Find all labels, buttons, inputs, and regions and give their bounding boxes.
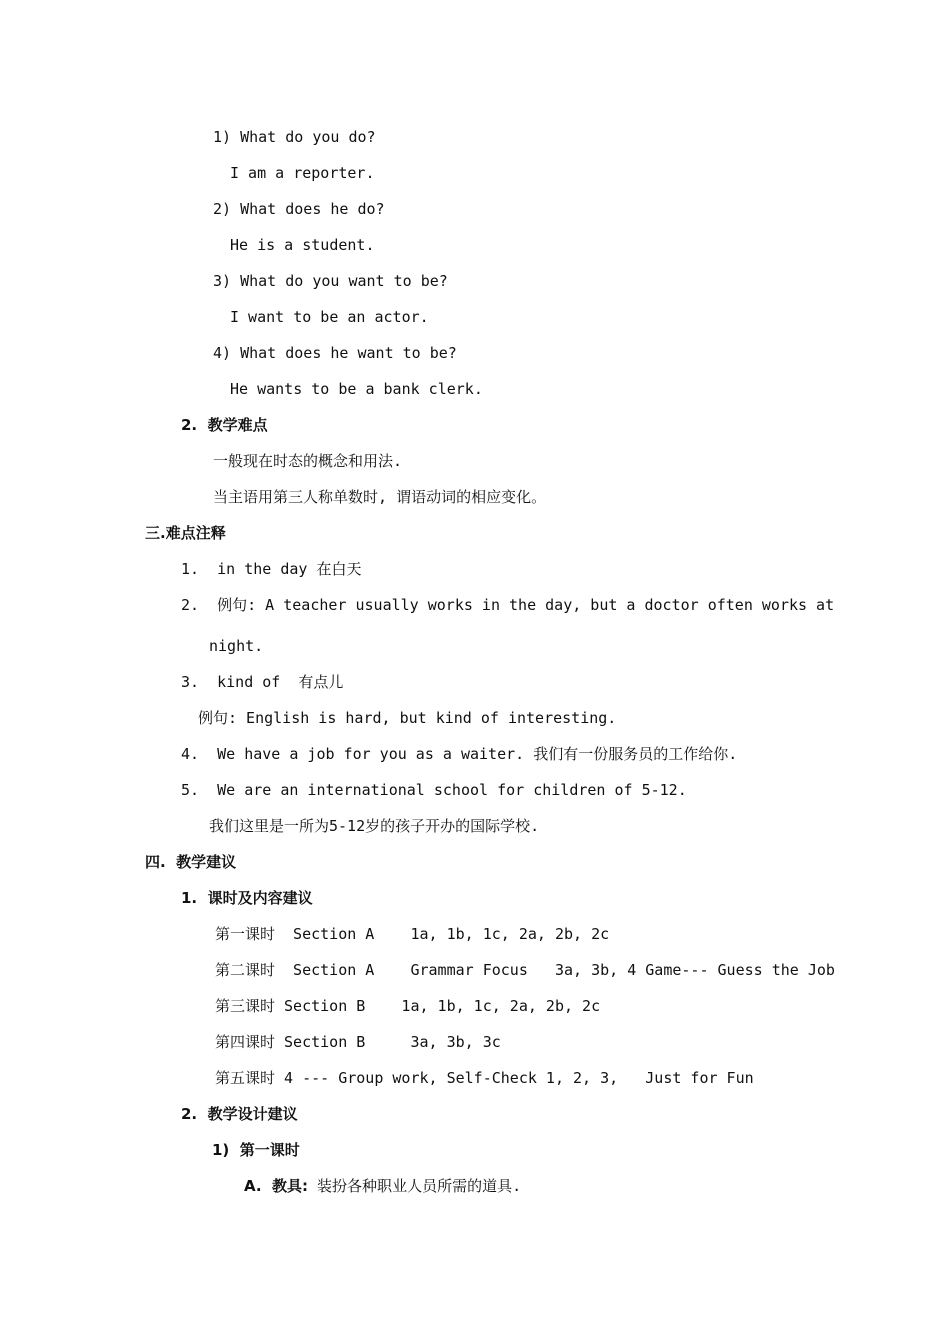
note-item-2-cont: night. (209, 637, 264, 655)
note-item-4: 4. We have a job for you as a waiter. 我们有一份服务员的工作给你. (181, 745, 738, 763)
note-item-3-example: 例句: English is hard, but kind of interesting. (198, 709, 617, 727)
design-heading: 2. 教学设计建议 (181, 1105, 298, 1123)
answer-1: I am a reporter. (230, 164, 375, 182)
difficulty-line-2: 当主语用第三人称单数时, 谓语动词的相应变化。 (213, 488, 547, 506)
section4-heading: 四. 教学建议 (145, 853, 237, 871)
difficulty-heading: 2. 教学难点 (181, 416, 268, 434)
question-3: 3) What do you want to be? (213, 272, 448, 290)
note-item-5-translation: 我们这里是一所为5-12岁的孩子开办的国际学校. (209, 817, 540, 835)
answer-3: I want to be an actor. (230, 308, 429, 326)
note-item-5: 5. We are an international school for children of 5-12. (181, 781, 687, 799)
lesson-4: 第四课时 Section B 3a, 3b, 3c (215, 1033, 501, 1051)
section3-heading: 三.难点注释 (145, 524, 226, 542)
lesson-5: 第五课时 4 --- Group work, Self-Check 1, 2, 3, Just for Fun (215, 1069, 754, 1087)
note-item-2: 2. 例句: A teacher usually works in the day, but a doctor often works at (181, 596, 835, 614)
difficulty-line-1: 一般现在时态的概念和用法. (213, 452, 403, 470)
question-2: 2) What does he do? (213, 200, 385, 218)
lesson-2: 第二课时 Section A Grammar Focus 3a, 3b, 4 Game--- Guess the Job (215, 961, 835, 979)
first-lesson-heading: 1) 第一课时 (212, 1141, 300, 1159)
teaching-aids-line (244, 1176, 521, 1196)
question-4: 4) What does he want to be? (213, 344, 457, 362)
note-item-1: 1. in the day 在白天 (181, 560, 362, 578)
lesson-plan-heading: 1. 课时及内容建议 (181, 889, 313, 907)
question-1: 1) What do you do? (213, 128, 376, 146)
answer-2: He is a student. (230, 236, 375, 254)
note-item-3: 3. kind of 有点儿 (181, 673, 344, 691)
lesson-1: 第一课时 Section A 1a, 1b, 1c, 2a, 2b, 2c (215, 925, 610, 943)
teaching-aids-label: A. 教具: (244, 1177, 309, 1195)
teaching-aids-text: 装扮各种职业人员所需的道具. (308, 1177, 522, 1195)
lesson-3: 第三课时 Section B 1a, 1b, 1c, 2a, 2b, 2c (215, 997, 601, 1015)
answer-4: He wants to be a bank clerk. (230, 380, 483, 398)
